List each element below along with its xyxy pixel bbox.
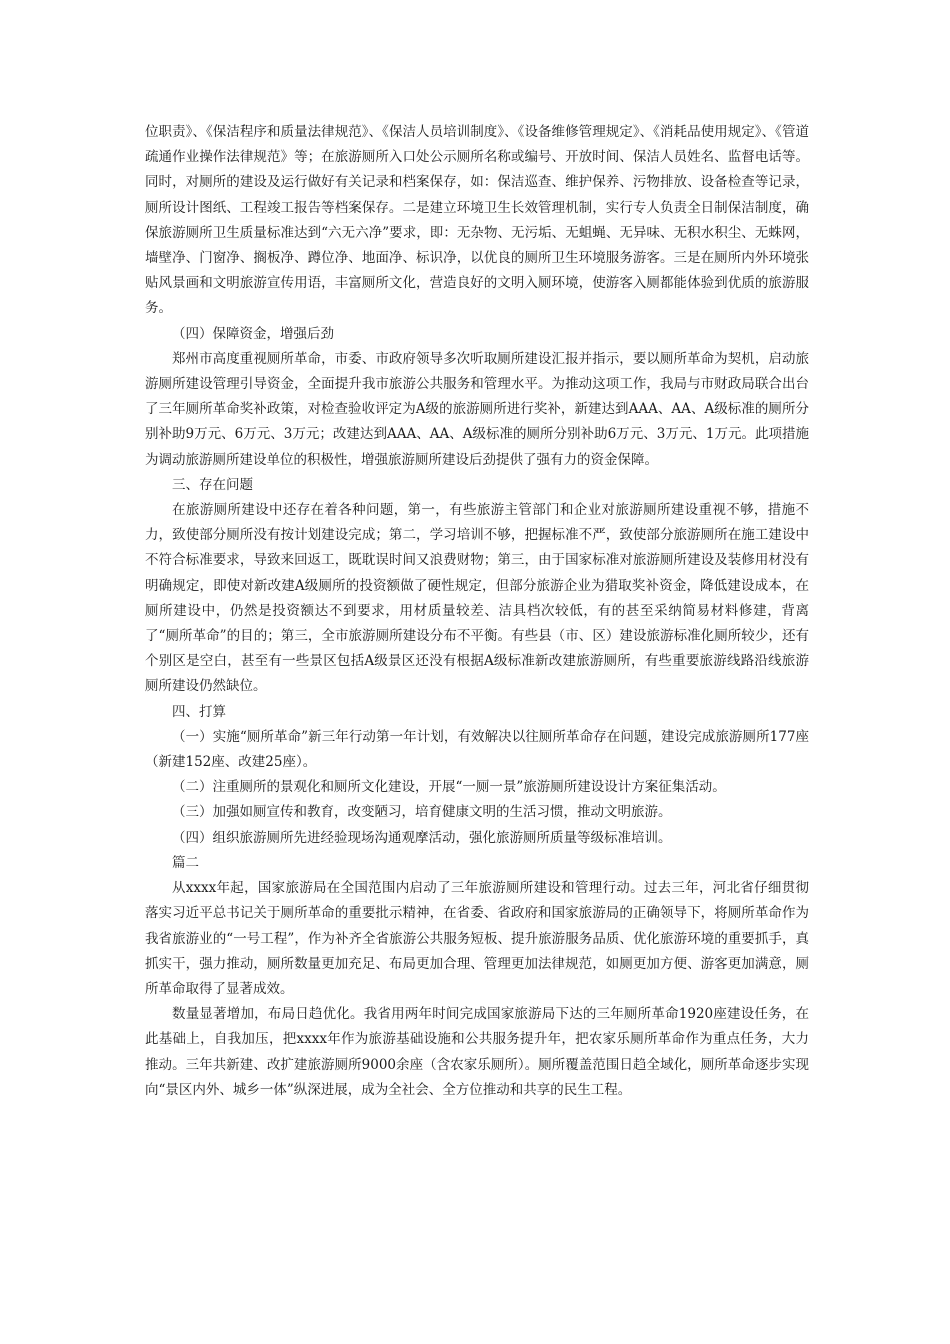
plan-item-2: （二）注重厕所的景观化和厕所文化建设，开展“一厕一景”旅游厕所建设设计方案征集活动。 — [172, 779, 726, 796]
heading-funding: （四）保障资金，增强后劲 — [172, 325, 334, 342]
document-page — [145, 120, 809, 1103]
plan-item-1: （一）实施“厕所革命”新三年行动第一年计划，有效解决以往厕所革命存在问题，建设完成旅游厕所177座（新建152座、改建25座）。 — [145, 728, 809, 771]
heading-plans: 四、打算 — [172, 703, 226, 720]
paragraph-hebei-quantity: 数量显著增加，布局日趋优化。我省用两年时间完成国家旅游局下达的三年厕所革命1920座建设任务，在此基础上，自我加压，把xxxx年作为旅游基础设施和公共服务提升年，把农家乐厕所革命作为重点任务，大力推动。三年共新建、改扩建旅游厕所9000余座（含农家乐厕所）。厕所覆盖范围日趋全域化，厕所革命逐步实现向“景区内外、城乡一体”纵深进展，成为全社会、全方位推动和共享的民生工程。 — [145, 1006, 809, 1098]
heading-problems: 三、存在问题 — [172, 476, 253, 493]
paragraph-sanitation-rules: 位职责》、《保洁程序和质量法律规范》、《保洁人员培训制度》、《设备维修管理规定》、《消耗品使用规定》、《管道疏通作业操作法律规范》等；在旅游厕所入口处公示厕所名称或编号、开放时间、保洁人员姓名、监督电话等。同时，对厕所的建设及运行做好有关记录和档案保存，如：保洁巡查、维护保养、污物排放、设备检查等记录，厕所设计图纸、工程竣工报告等档案保存。二是建立环境卫生长效管理机制，实行专人负责全日制保洁制度，确保旅游厕所卫生质量标准达到“六无六净”要求，即：无杂物、无污垢、无蛆蝇、无异味、无积水积尘、无蛛网，墙壁净、门窗净、搁板净、蹲位净、地面净、标识净，以优良的厕所卫生环境服务游客。三是在厕所内外环境张贴风景画和文明旅游宣传用语，丰富厕所文化，营造良好的文明入厕环境，使游客入厕都能体验到优质的旅游服务。 — [145, 124, 809, 317]
paragraph-funding: 郑州市高度重视厕所革命，市委、市政府领导多次听取厕所建设汇报并指示，要以厕所革命为契机，启动旅游厕所建设管理引导资金，全面提升我市旅游公共服务和管理水平。为推动这项工作，我局与市财政局联合出台了三年厕所革命奖补政策，对检查验收评定为A级的旅游厕所进行奖补，新建达到AAA、AA、A级标准的厕所分别补助9万元、6万元、3万元；改建达到AAA、AA、A级标准的厕所分别补助6万元、3万元、1万元。此项措施为调动旅游厕所建设单位的积极性，增强旅游厕所建设后劲提供了强有力的资金保障。 — [145, 350, 809, 468]
paragraph-problems: 在旅游厕所建设中还存在着各种问题，第一，有些旅游主管部门和企业对旅游厕所建设重视不够，措施不力，致使部分厕所没有按计划建设完成；第二，学习培训不够，把握标准不严，致使部分旅游厕所在施工建设中不符合标准要求，导致来回返工，既耽误时间又浪费财物；第三，由于国家标准对旅游厕所建设及装修用材没有明确规定，即使对新改建A级厕所的投资额做了硬性规定，但部分旅游企业为猎取奖补资金，降低建设成本，在厕所建设中，仍然是投资额达不到要求，用材质量较差、洁具档次较低，有的甚至采纳简易材料修建，背离了“厕所革命”的目的；第三，全市旅游厕所建设分布不平衡。有些县（市、区）建设旅游标准化厕所较少，还有个别区是空白，甚至有一些景区包括A级景区还没有根据A级标准新改建旅游厕所，有些重要旅游线路沿线旅游厕所建设仍然缺位。 — [145, 502, 809, 695]
heading-part-two: 篇二 — [172, 854, 199, 871]
plan-item-3: （三）加强如厕宣传和教育，改变陋习，培育健康文明的生活习惯，推动文明旅游。 — [172, 804, 672, 821]
paragraph-hebei-intro: 从xxxx年起，国家旅游局在全国范围内启动了三年旅游厕所建设和管理行动。过去三年，河北省仔细贯彻落实习近平总书记关于厕所革命的重要批示精神，在省委、省政府和国家旅游局的正确领导下，将厕所革命作为我省旅游业的“一号工程”，作为补齐全省旅游公共服务短板、提升旅游服务品质、优化旅游环境的重要抓手，真抓实干，强力推动，厕所数量更加充足、布局更加合理、管理更加法律规范，如厕更加方便、游客更加满意，厕所革命取得了显著成效。 — [145, 880, 809, 997]
plan-item-4: （四）组织旅游厕所先进经验现场沟通观摩活动，强化旅游厕所质量等级标准培训。 — [172, 829, 672, 846]
